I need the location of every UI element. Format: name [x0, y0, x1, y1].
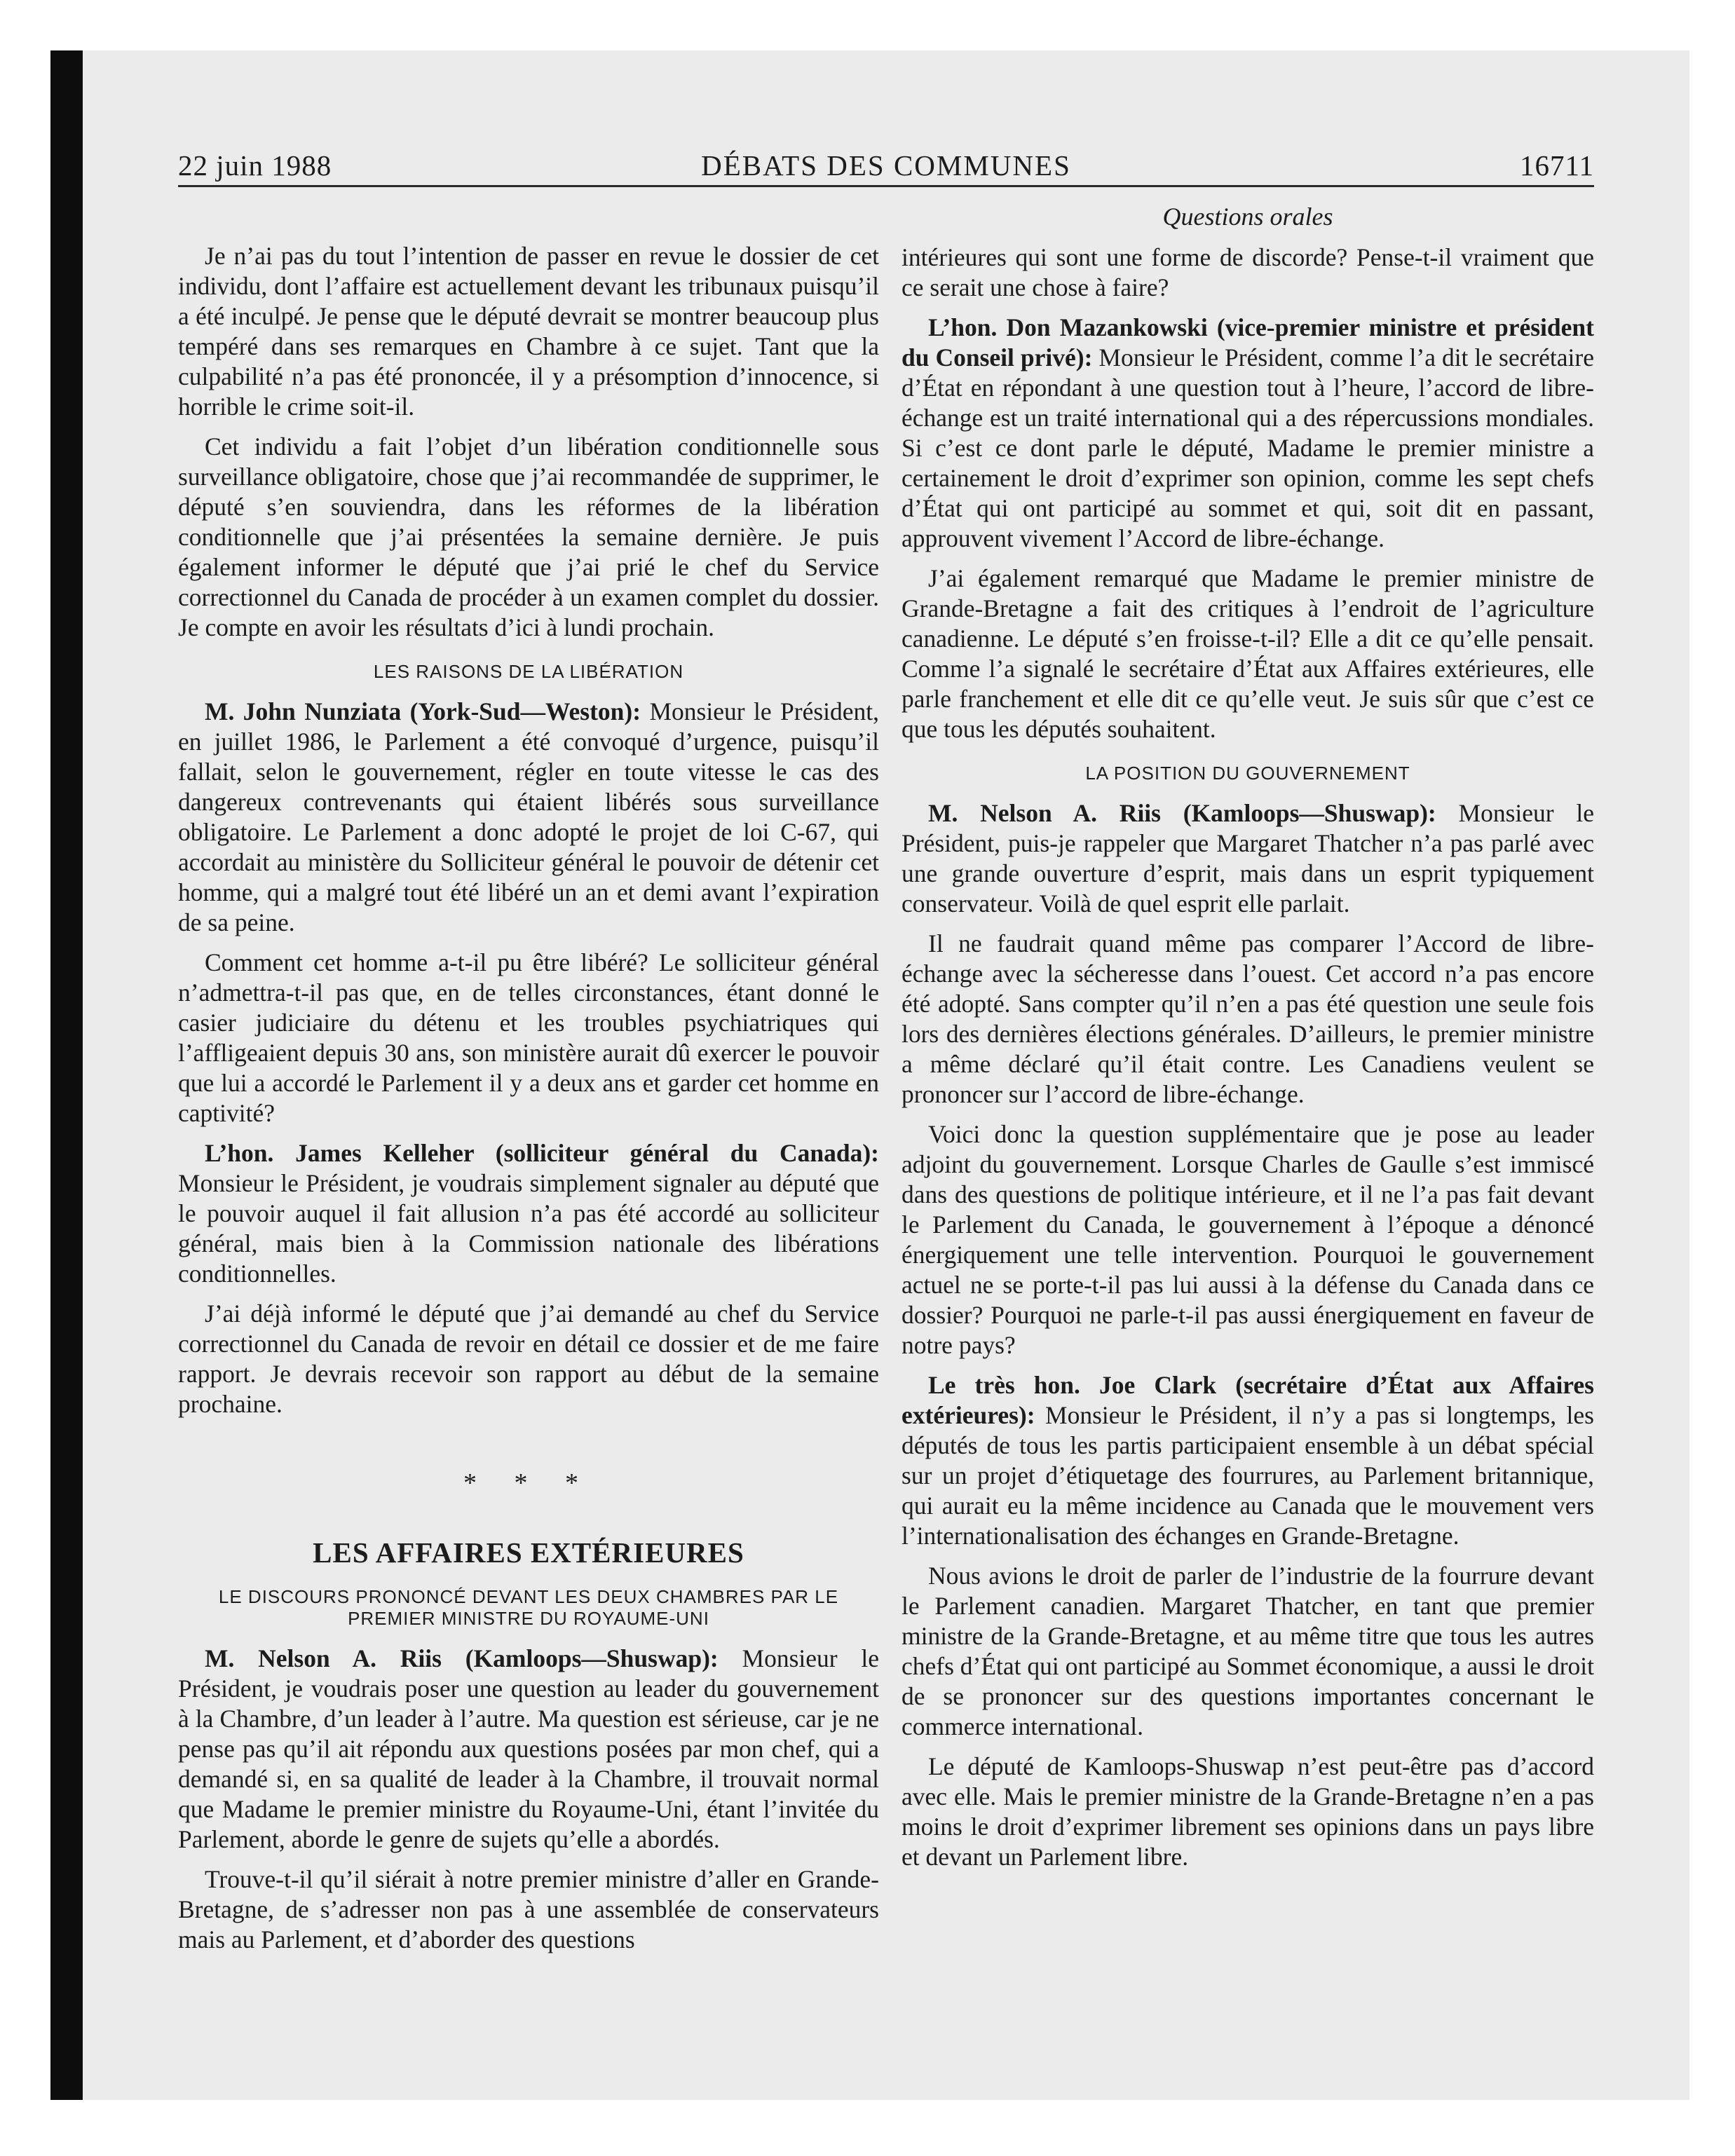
speech-paragraph	[178, 1644, 879, 1855]
page-header	[178, 149, 1594, 187]
speaker-name: M. Nelson A. Riis (Kamloops—Shuswap):	[928, 799, 1436, 827]
speech-text: Monsieur le Président, il n’y a pas si longtemps, les députés de tous les partis participaient ensemble à un débat spécial sur un projet d’étiquetage des fourrures, au Parlement britannique, qui aurait eu la même incidence au Canada que le mouvement vers l’internationalisation des échanges en Grande-Bretagne.	[901, 1401, 1594, 1550]
header-date: 22 juin 1988	[178, 149, 332, 182]
paragraph: Il ne faudrait quand même pas comparer l’Accord de libre-échange avec la sécheresse dans l’ouest. Cet accord n’a pas encore été adopté. Sans compter qu’il n’en a pas été question une seule fois lors des dernières élections générales. D’ailleurs, le premier ministre a même déclaré qu’il était contre. Les Canadiens veulent se prononcer sur l’accord de libre-échange.	[901, 929, 1594, 1108]
paragraph: J’ai également remarqué que Madame le premier ministre de Grande-Bretagne a fait des critiques à l’endroit de l’agriculture canadienne. Le député s’en froisse-t-il? Elle a dit ce qu’elle pensait. Comme l’a signalé le secrétaire d’État aux Affaires extérieures, elle parle franchement et elle dit ce qu’elle veut. Je suis sûr que c’est ce que tous les députés souhaitent.	[901, 564, 1594, 743]
header-title: DÉBATS DES COMMUNES	[701, 149, 1071, 182]
scan-edge-bar	[50, 50, 83, 2100]
paragraph: Voici donc la question supplémentaire que je pose au leader adjoint du gouvernement. Lorsque Charles de Gaulle s’est immiscé dans des questions de politique intérieure, et il ne l’a pas fait devant le Parlement du Canada, le gouvernement à l’époque a dénoncé énergiquement une telle intervention. Pourquoi le gouvernement actuel ne se porte-t-il pas lui aussi à la défense du Canada dans ce dossier? Pourquoi ne parle-t-il pas aussi énergiquement en faveur de notre pays?	[901, 1120, 1594, 1359]
section-subheading: LES RAISONS DE LA LIBÉRATION	[373, 661, 684, 682]
speech-text: Monsieur le Président, comme l’a dit le secrétaire d’État en répondant à une question tout à l’heure, l’accord de libre-échange est un traité international qui a des répercussions mondiales. Si c’est ce dont parle le député, Madame le premier ministre a certainement le droit d’exprimer son opinion, comme les sept chefs d’État qui ont participé au sommet et qui, soit dit en passant, approuvent vivement l’Accord de libre-échange.	[901, 343, 1594, 552]
speaker-name: L’hon. Don Mazankowski (vice-premier ministre et président du Conseil privé):	[901, 313, 1594, 371]
speaker-name: L’hon. James Kelleher (solliciteur général du Canada):	[205, 1139, 879, 1167]
speech-text: Monsieur le Président, je voudrais poser une question au leader du gouvernement à la Chambre, d’un leader à l’autre. Ma question est sérieuse, car je ne pense pas qu’il ait répondu aux questions posées par mon chef, qui a demandé si, en sa qualité de leader à la Chambre, il trouvait normal que Madame le premier ministre du Royaume-Uni, étant l’invitée du Parlement, aborde le genre de sujets qu’elle a abordés.	[178, 1644, 879, 1853]
section-heading: LES AFFAIRES EXTÉRIEURES	[313, 1536, 744, 1569]
paragraph: Cet individu a fait l’objet d’un libération conditionnelle sous surveillance obligatoire, chose que j’ai recommandée de supprimer, le député s’en souviendra, dans les réformes de la libération conditionnelle que j’ai présentées la semaine dernière. Je puis également informer le député que j’ai prié le chef du Service correctionnel du Canada de procéder à un examen complet du dossier. Je compte en avoir les résultats d’ici à lundi prochain.	[178, 432, 879, 641]
speech-paragraph	[901, 798, 1594, 919]
right-column	[901, 243, 1594, 1882]
paragraph-continued: intérieures qui sont une forme de discorde? Pense-t-il vraiment que ce serait une chose à faire?	[901, 243, 1594, 301]
speech-text: Monsieur le Président, je voudrais simplement signaler au député que le pouvoir auquel il fait allusion n’a pas été accordé au solliciteur général, mais bien à la Commission nationale des libérations conditionnelles.	[178, 1169, 879, 1288]
page-number: 16711	[1520, 149, 1594, 182]
paragraph: Nous avions le droit de parler de l’industrie de la fourrure devant le Parlement canadien. Margaret Thatcher, en tant que premier ministre de la Grande-Bretagne, et au même titre que tous les autres chefs d’État qui ont participé au Sommet économique, a aussi le droit de se prononcer sur des questions importantes concernant le commerce international.	[901, 1562, 1594, 1740]
speech-paragraph	[178, 1138, 879, 1289]
paragraph: J’ai déjà informé le député que j’ai demandé au chef du Service correctionnel du Canada de revoir en détail ce dossier et de me faire rapport. Je devrais recevoir son rapport au début de la semaine prochaine.	[178, 1299, 879, 1418]
speech-text: Monsieur le Président, en juillet 1986, le Parlement a été convoqué d’urgence, puisqu’il fallait, selon le gouvernement, régler en toute vitesse le cas des dangereux contrevenants qui étaient libérés sous surveillance obligatoire. Le Parlement a donc adopté le projet de loi C-67, qui accordait au ministère du Solliciteur général le pouvoir de détenir cet homme, qui a malgré tout été libéré un an et demi avant l’expiration de sa peine.	[178, 697, 879, 936]
paragraph: Je n’ai pas du tout l’intention de passer en revue le dossier de cet individu, dont l’affaire est actuellement devant les tribunaux puisqu’il a été inculpé. Je pense que le député devrait se montrer beaucoup plus tempéré dans ses remarques en Chambre à ce sujet. Tant que la culpabilité n’a pas été prononcée, il y a présomption d’innocence, si horrible le crime soit-il.	[178, 242, 879, 421]
left-column	[178, 241, 879, 1965]
paragraph: Le député de Kamloops-Shuswap n’est peut-être pas d’accord avec elle. Mais le premier ministre de la Grande-Bretagne n’en a pas moins le droit d’exprimer librement ses opinions dans un pays libre et devant un Parlement libre.	[901, 1752, 1594, 1871]
running-head: Questions orales	[1162, 203, 1333, 231]
section-subheading: LA POSITION DU GOUVERNEMENT	[1085, 763, 1410, 784]
speaker-name: M. Nelson A. Riis (Kamloops—Shuswap):	[205, 1644, 719, 1672]
speech-paragraph	[901, 1370, 1594, 1551]
section-separator: * * *	[463, 1468, 594, 1498]
paragraph: Comment cet homme a-t-il pu être libéré? Le solliciteur général n’admettra-t-il pas que, en de telles circonstances, étant donné le casier judiciaire du détenu et les troubles psychiatriques qui l’affligeaient depuis 30 ans, son ministère aurait dû exercer le pouvoir que lui a accordé le Parlement il y a deux ans et garder cet homme en captivité?	[178, 948, 879, 1127]
paragraph: Trouve-t-il qu’il siérait à notre premier ministre d’aller en Grande-Bretagne, de s’adresser non pas à une assemblée de conservateurs mais au Parlement, et d’aborder des questions	[178, 1865, 879, 1953]
speech-paragraph	[178, 697, 879, 938]
speaker-name: M. John Nunziata (York-Sud—Weston):	[205, 697, 641, 725]
section-subheading: LE DISCOURS PRONONCÉ DEVANT LES DEUX CHAMBRES PAR LE PREMIER MINISTRE DU ROYAUME-UNI	[218, 1586, 839, 1629]
speaker-name: Le très hon. Joe Clark (secrétaire d’État aux Affaires extérieures):	[901, 1371, 1594, 1429]
speech-text: Monsieur le Président, puis-je rappeler que Margaret Thatcher n’a pas parlé avec une grande ouverture d’esprit, mais dans un esprit typiquement conservateur. Voilà de quel esprit elle parlait.	[901, 799, 1594, 917]
speech-paragraph	[901, 313, 1594, 554]
